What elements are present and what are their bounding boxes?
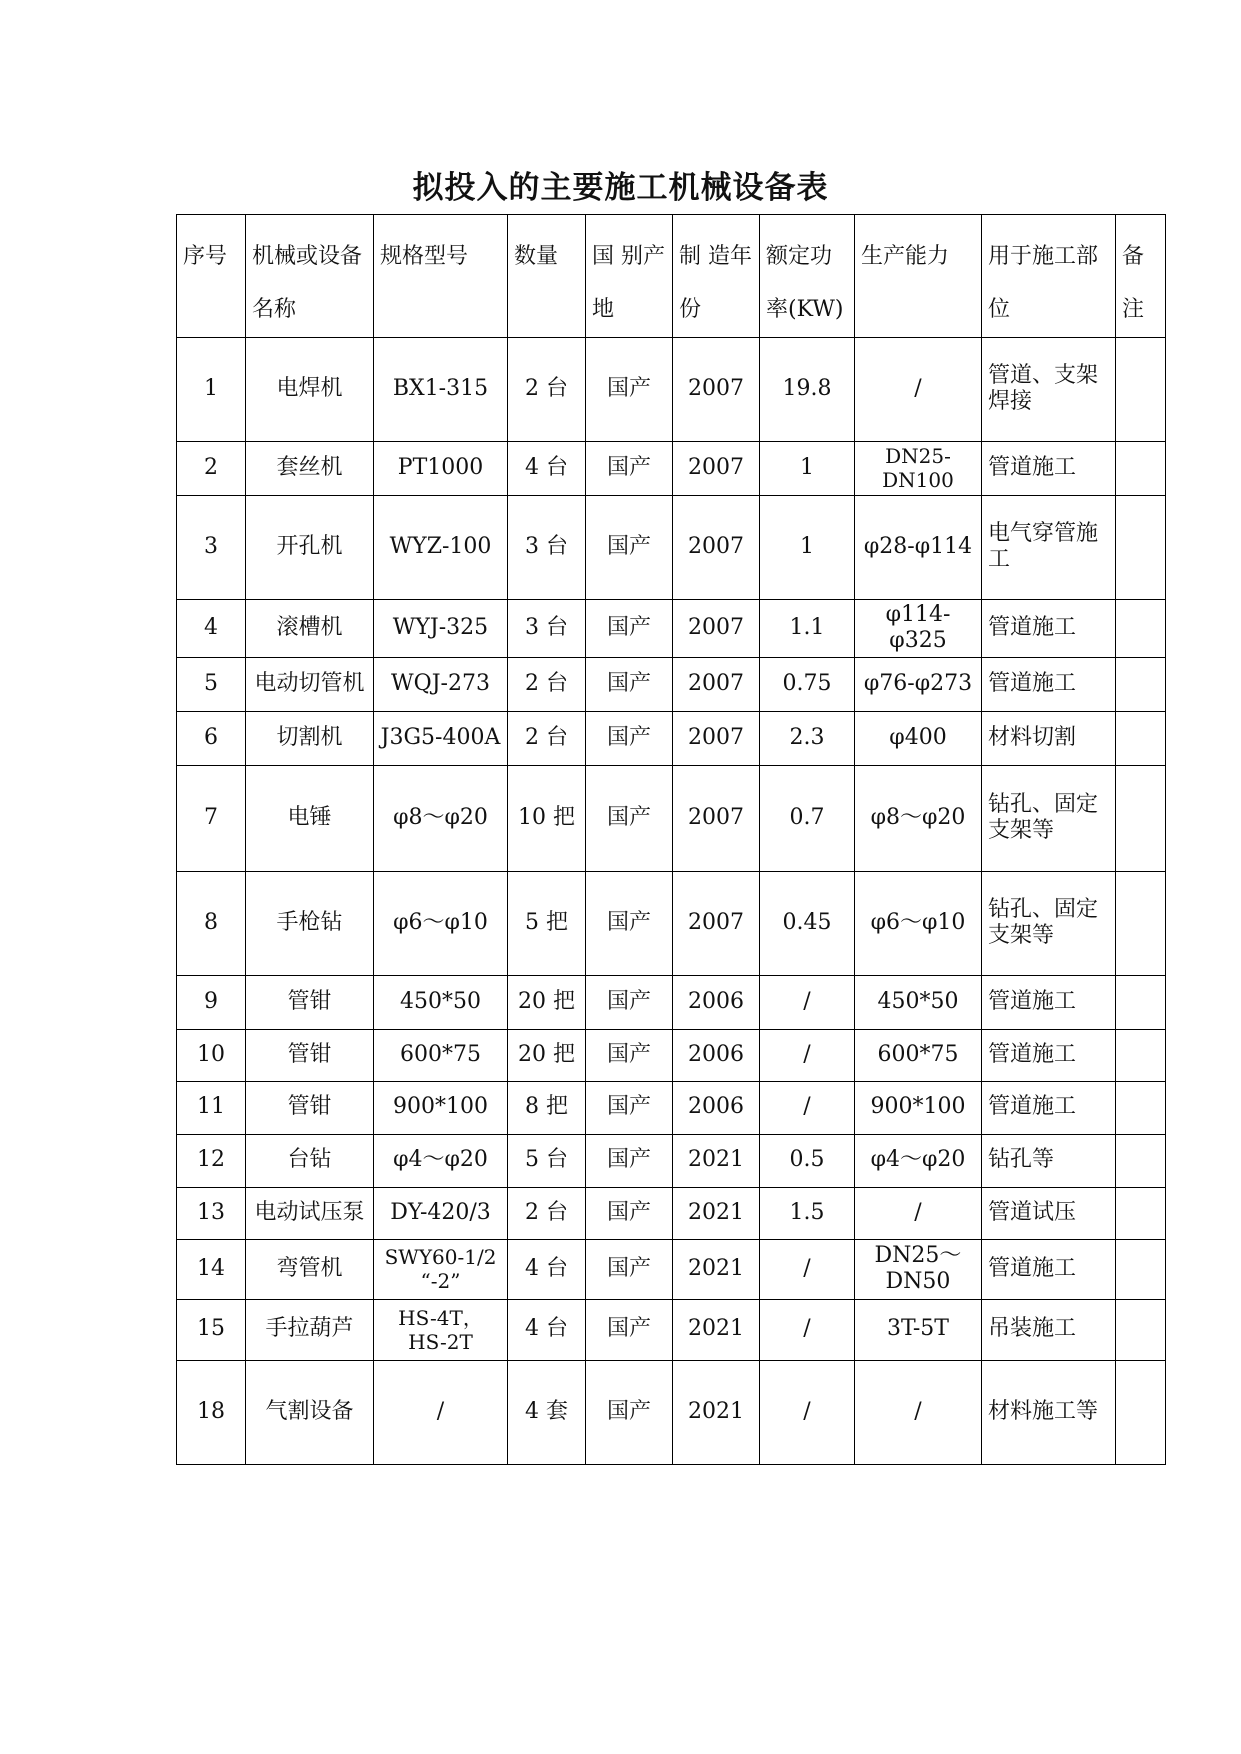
table-row xyxy=(177,1360,1166,1464)
cell-no: 10 xyxy=(177,1029,246,1081)
table-row xyxy=(177,657,1166,711)
cell-capacity: 3T-5T xyxy=(855,1299,982,1360)
cell-origin: 国产 xyxy=(586,495,673,599)
cell-power: 1.1 xyxy=(760,599,855,657)
cell-origin: 国产 xyxy=(586,1081,673,1134)
cell-name: 管钳 xyxy=(246,975,374,1029)
cell-model: BX1-315 xyxy=(374,337,508,441)
cell-capacity: 450*50 xyxy=(855,975,982,1029)
cell-capacity: φ76-φ273 xyxy=(855,657,982,711)
cell-no: 9 xyxy=(177,975,246,1029)
cell-note xyxy=(1116,441,1166,495)
cell-note xyxy=(1116,1360,1166,1464)
header-cell-power: 额定功率(KW) xyxy=(760,215,855,338)
cell-note xyxy=(1116,599,1166,657)
cell-capacity: / xyxy=(855,337,982,441)
cell-usage: 管道施工 xyxy=(982,1239,1116,1299)
cell-year: 2007 xyxy=(673,871,760,975)
cell-model: WYZ-100 xyxy=(374,495,508,599)
cell-qty: 3 台 xyxy=(508,495,586,599)
cell-usage: 管道施工 xyxy=(982,441,1116,495)
cell-qty: 20 把 xyxy=(508,1029,586,1081)
cell-origin: 国产 xyxy=(586,1187,673,1239)
cell-no: 12 xyxy=(177,1134,246,1187)
cell-model: HS-4T，HS-2T xyxy=(374,1299,508,1360)
cell-model: φ4～φ20 xyxy=(374,1134,508,1187)
cell-no: 5 xyxy=(177,657,246,711)
table-row xyxy=(177,871,1166,975)
cell-model: / xyxy=(374,1360,508,1464)
table-row xyxy=(177,1134,1166,1187)
cell-no: 4 xyxy=(177,599,246,657)
cell-model: WQJ-273 xyxy=(374,657,508,711)
cell-name: 手枪钻 xyxy=(246,871,374,975)
header-cell-capacity: 生产能力 xyxy=(855,215,982,338)
cell-capacity: / xyxy=(855,1187,982,1239)
cell-power: / xyxy=(760,1299,855,1360)
cell-usage: 管道试压 xyxy=(982,1187,1116,1239)
cell-no: 1 xyxy=(177,337,246,441)
cell-model: 450*50 xyxy=(374,975,508,1029)
cell-power: 2.3 xyxy=(760,711,855,765)
cell-year: 2007 xyxy=(673,599,760,657)
cell-no: 7 xyxy=(177,765,246,871)
cell-note xyxy=(1116,711,1166,765)
cell-year: 2006 xyxy=(673,975,760,1029)
cell-year: 2006 xyxy=(673,1081,760,1134)
cell-name: 台钻 xyxy=(246,1134,374,1187)
cell-no: 3 xyxy=(177,495,246,599)
cell-note xyxy=(1116,1239,1166,1299)
cell-power: / xyxy=(760,1239,855,1299)
cell-power: 0.75 xyxy=(760,657,855,711)
header-cell-model: 规格型号 xyxy=(374,215,508,338)
cell-qty: 5 台 xyxy=(508,1134,586,1187)
cell-usage: 管道施工 xyxy=(982,599,1116,657)
cell-name: 手拉葫芦 xyxy=(246,1299,374,1360)
cell-power: 0.7 xyxy=(760,765,855,871)
header-cell-no: 序号 xyxy=(177,215,246,338)
table-header-row xyxy=(177,215,1166,338)
table-row xyxy=(177,495,1166,599)
cell-model: 600*75 xyxy=(374,1029,508,1081)
cell-note xyxy=(1116,1187,1166,1239)
cell-no: 8 xyxy=(177,871,246,975)
header-cell-name: 机械或设备名称 xyxy=(246,215,374,338)
cell-name: 电动切管机 xyxy=(246,657,374,711)
cell-origin: 国产 xyxy=(586,765,673,871)
table-row xyxy=(177,1239,1166,1299)
cell-note xyxy=(1116,1299,1166,1360)
cell-origin: 国产 xyxy=(586,871,673,975)
cell-origin: 国产 xyxy=(586,441,673,495)
cell-power: 19.8 xyxy=(760,337,855,441)
cell-usage: 管道施工 xyxy=(982,657,1116,711)
header-cell-year: 制 造年份 xyxy=(673,215,760,338)
cell-year: 2021 xyxy=(673,1187,760,1239)
header-cell-origin: 国 别产地 xyxy=(586,215,673,338)
cell-name: 套丝机 xyxy=(246,441,374,495)
cell-usage: 钻孔、固定支架等 xyxy=(982,765,1116,871)
cell-year: 2007 xyxy=(673,441,760,495)
cell-power: 1 xyxy=(760,441,855,495)
cell-no: 11 xyxy=(177,1081,246,1134)
cell-capacity: DN25～DN50 xyxy=(855,1239,982,1299)
cell-year: 2021 xyxy=(673,1239,760,1299)
cell-power: 0.5 xyxy=(760,1134,855,1187)
cell-qty: 8 把 xyxy=(508,1081,586,1134)
cell-no: 15 xyxy=(177,1299,246,1360)
cell-qty: 2 台 xyxy=(508,711,586,765)
cell-origin: 国产 xyxy=(586,1360,673,1464)
cell-origin: 国产 xyxy=(586,1029,673,1081)
cell-power: / xyxy=(760,1081,855,1134)
cell-year: 2007 xyxy=(673,337,760,441)
cell-note xyxy=(1116,871,1166,975)
cell-power: 0.45 xyxy=(760,871,855,975)
cell-qty: 10 把 xyxy=(508,765,586,871)
table-row xyxy=(177,975,1166,1029)
cell-capacity: φ400 xyxy=(855,711,982,765)
cell-power: 1.5 xyxy=(760,1187,855,1239)
cell-no: 6 xyxy=(177,711,246,765)
cell-year: 2006 xyxy=(673,1029,760,1081)
cell-usage: 钻孔、固定支架等 xyxy=(982,871,1116,975)
cell-no: 14 xyxy=(177,1239,246,1299)
cell-capacity: φ28-φ114 xyxy=(855,495,982,599)
cell-no: 18 xyxy=(177,1360,246,1464)
cell-origin: 国产 xyxy=(586,975,673,1029)
cell-capacity: 900*100 xyxy=(855,1081,982,1134)
cell-power: 1 xyxy=(760,495,855,599)
cell-power: / xyxy=(760,1029,855,1081)
cell-name: 开孔机 xyxy=(246,495,374,599)
cell-name: 电锤 xyxy=(246,765,374,871)
cell-model: DY-420/3 xyxy=(374,1187,508,1239)
cell-model: WYJ-325 xyxy=(374,599,508,657)
cell-origin: 国产 xyxy=(586,711,673,765)
cell-qty: 5 把 xyxy=(508,871,586,975)
cell-qty: 4 台 xyxy=(508,1239,586,1299)
cell-name: 弯管机 xyxy=(246,1239,374,1299)
cell-note xyxy=(1116,1134,1166,1187)
cell-model: φ6～φ10 xyxy=(374,871,508,975)
table-row xyxy=(177,337,1166,441)
cell-note xyxy=(1116,337,1166,441)
table-row xyxy=(177,1029,1166,1081)
table-row xyxy=(177,1187,1166,1239)
cell-year: 2007 xyxy=(673,657,760,711)
cell-note xyxy=(1116,657,1166,711)
header-cell-note: 备注 xyxy=(1116,215,1166,338)
cell-year: 2021 xyxy=(673,1299,760,1360)
cell-qty: 4 套 xyxy=(508,1360,586,1464)
cell-name: 电动试压泵 xyxy=(246,1187,374,1239)
cell-usage: 管道施工 xyxy=(982,1029,1116,1081)
cell-capacity: φ4～φ20 xyxy=(855,1134,982,1187)
cell-usage: 吊装施工 xyxy=(982,1299,1116,1360)
table-row xyxy=(177,1299,1166,1360)
cell-power: / xyxy=(760,1360,855,1464)
cell-usage: 钻孔等 xyxy=(982,1134,1116,1187)
cell-origin: 国产 xyxy=(586,1134,673,1187)
cell-origin: 国产 xyxy=(586,657,673,711)
table-row xyxy=(177,1081,1166,1134)
cell-capacity: DN25-DN100 xyxy=(855,441,982,495)
cell-year: 2007 xyxy=(673,765,760,871)
cell-capacity: φ114-φ325 xyxy=(855,599,982,657)
equipment-table xyxy=(176,214,1166,1465)
cell-qty: 20 把 xyxy=(508,975,586,1029)
cell-qty: 4 台 xyxy=(508,441,586,495)
cell-usage: 电气穿管施工 xyxy=(982,495,1116,599)
cell-note xyxy=(1116,1081,1166,1134)
cell-qty: 3 台 xyxy=(508,599,586,657)
cell-power: / xyxy=(760,975,855,1029)
cell-origin: 国产 xyxy=(586,1299,673,1360)
cell-usage: 管道、支架焊接 xyxy=(982,337,1116,441)
cell-qty: 4 台 xyxy=(508,1299,586,1360)
cell-year: 2021 xyxy=(673,1134,760,1187)
cell-capacity: 600*75 xyxy=(855,1029,982,1081)
cell-capacity: / xyxy=(855,1360,982,1464)
cell-name: 气割设备 xyxy=(246,1360,374,1464)
cell-note xyxy=(1116,1029,1166,1081)
table-row xyxy=(177,711,1166,765)
page-title: 拟投入的主要施工机械设备表 xyxy=(412,170,829,206)
cell-note xyxy=(1116,495,1166,599)
cell-year: 2007 xyxy=(673,495,760,599)
header-cell-usage: 用于施工部位 xyxy=(982,215,1116,338)
cell-note xyxy=(1116,975,1166,1029)
cell-origin: 国产 xyxy=(586,1239,673,1299)
cell-name: 电焊机 xyxy=(246,337,374,441)
cell-name: 滚槽机 xyxy=(246,599,374,657)
cell-model: PT1000 xyxy=(374,441,508,495)
table-row xyxy=(177,441,1166,495)
cell-usage: 管道施工 xyxy=(982,1081,1116,1134)
table-row xyxy=(177,599,1166,657)
cell-note xyxy=(1116,765,1166,871)
cell-year: 2021 xyxy=(673,1360,760,1464)
cell-no: 2 xyxy=(177,441,246,495)
cell-origin: 国产 xyxy=(586,337,673,441)
cell-model: 900*100 xyxy=(374,1081,508,1134)
cell-usage: 材料切割 xyxy=(982,711,1116,765)
table-row xyxy=(177,765,1166,871)
cell-qty: 2 台 xyxy=(508,337,586,441)
cell-model: J3G5-400A xyxy=(374,711,508,765)
cell-qty: 2 台 xyxy=(508,657,586,711)
cell-no: 13 xyxy=(177,1187,246,1239)
cell-model: φ8～φ20 xyxy=(374,765,508,871)
cell-usage: 材料施工等 xyxy=(982,1360,1116,1464)
cell-name: 切割机 xyxy=(246,711,374,765)
cell-name: 管钳 xyxy=(246,1029,374,1081)
cell-model: SWY60-1/2 “-2” xyxy=(374,1239,508,1299)
cell-capacity: φ8～φ20 xyxy=(855,765,982,871)
cell-name: 管钳 xyxy=(246,1081,374,1134)
cell-year: 2007 xyxy=(673,711,760,765)
cell-qty: 2 台 xyxy=(508,1187,586,1239)
cell-capacity: φ6～φ10 xyxy=(855,871,982,975)
header-cell-qty: 数量 xyxy=(508,215,586,338)
cell-origin: 国产 xyxy=(586,599,673,657)
cell-usage: 管道施工 xyxy=(982,975,1116,1029)
